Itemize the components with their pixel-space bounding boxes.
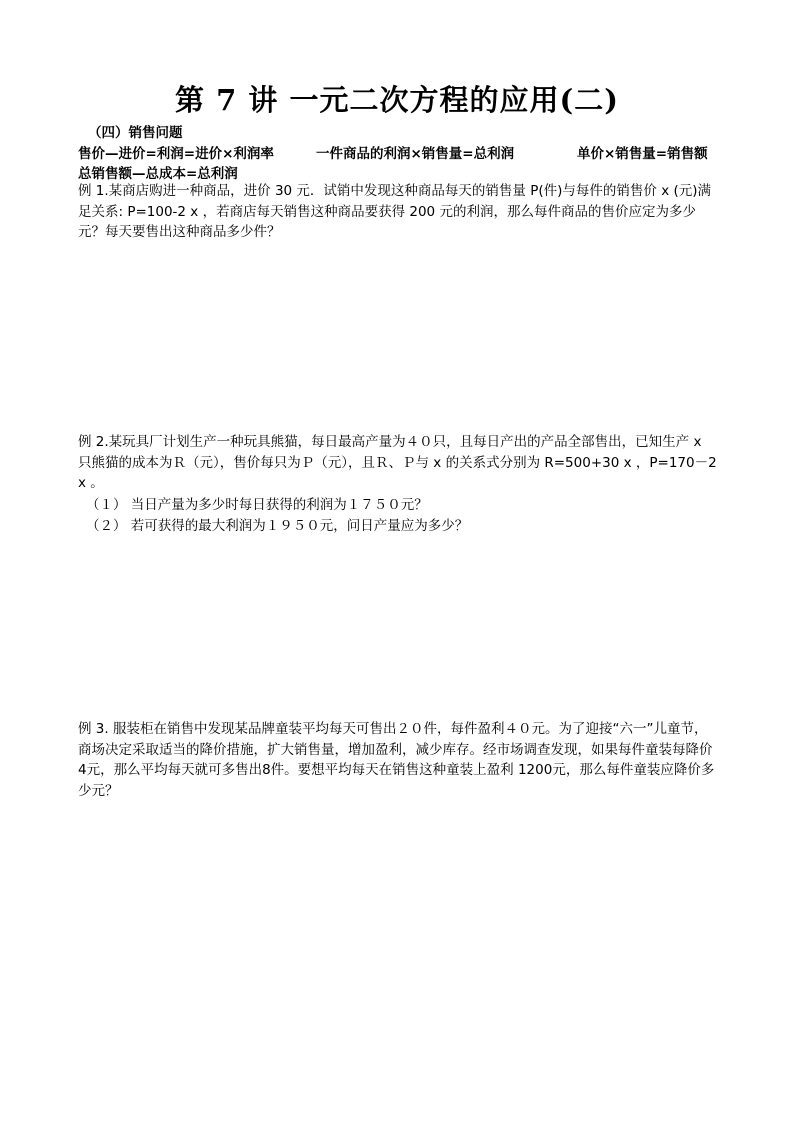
formula-net-profit: 总销售额—总成本=总利润 [78,166,238,182]
formula-total-profit: 一件商品的利润×销售量=总利润 [316,146,515,162]
example-2-question-2: （２） 若可获得的最大利润为１９５０元，问日产量应为多少？ [86,518,469,534]
example-3-text: 例 3. 服装柜在销售中发现某品牌童装平均每天可售出２０件，每件盈利４０元。为了迎接“六一”儿童节，商场决定采取适当的降价措施，扩大销售量，增加盈利，减少库存。经市场调查发现，如果每件童装每降价4元，那么平均每天就可多售出8件。要想平均每天在销售这种童装上盈利 1200元，那么每件童装应降价多少元？ [78,721,715,799]
page-title: 第 7 讲 一元二次方程的应用(二) [175,83,619,117]
formula-profit-rate: 售价—进价=利润=进价×利润率 [78,146,274,162]
formula-sales-amount: 单价×销售量=销售额 [577,146,708,162]
section-heading: （四）销售问题 [88,125,183,141]
example-1-text: 例 1.某商店购进一种商品，进价 30 元．试销中发现这种商品每天的销售量 P(件)与每件的销售价 x (元)满足关系: P=100-2 x ，若商店每天销售这种商品要获得 200 元的利润，那么每件商品的售价应定为多少元？每天要售出这种商品多少件？ [78,183,712,240]
example-2-text: 例 2.某玩具厂计划生产一种玩具熊猫，每日最高产量为４０只，且每日产出的产品全部售出，已知生产 x 只熊猫的成本为Ｒ（元），售价每只为Ｐ（元），且Ｒ、Ｐ与 x 的关系式分别为 R=500+30 x ，P=170－2 x 。 [78,434,717,491]
example-2-question-1: （１） 当日产量为多少时每日获得的利润为１７５０元？ [86,497,428,513]
